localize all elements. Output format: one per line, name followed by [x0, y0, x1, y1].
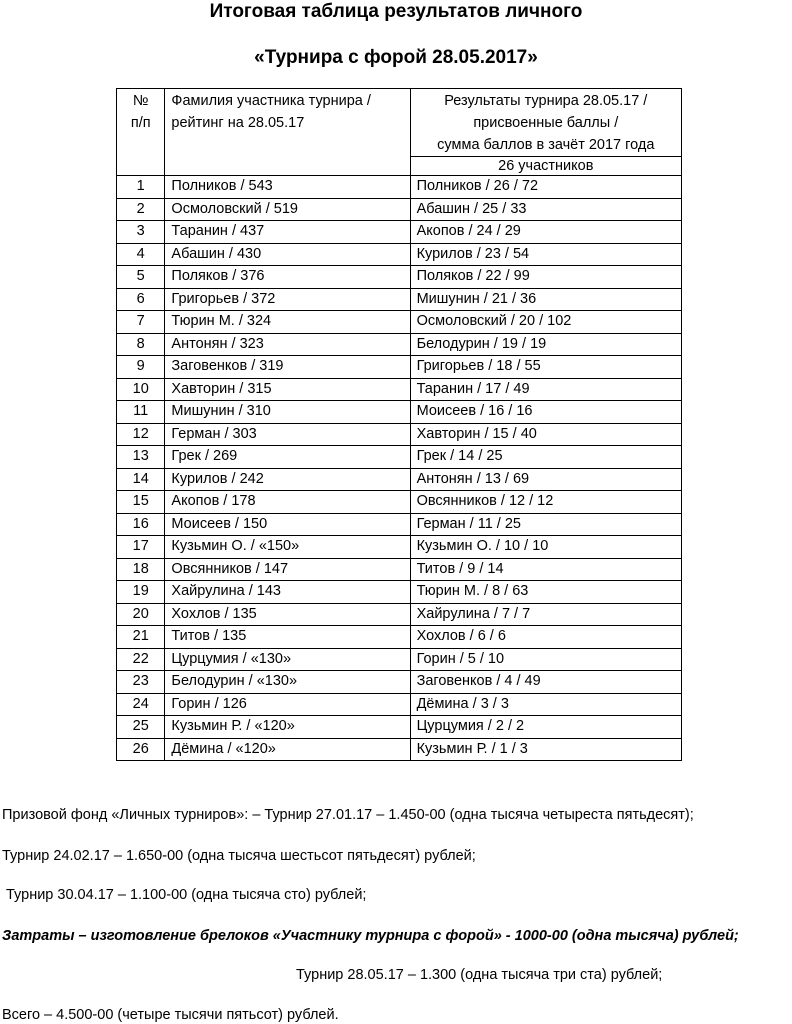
- tournament-0430-note: Турнир 30.04.17 – 1.100-00 (одна тысяча сто) рублей;: [6, 887, 367, 903]
- participant-rating: Абашин / 430: [165, 243, 410, 266]
- row-number: 23: [117, 671, 165, 694]
- tournament-result: Полников / 26 / 72: [410, 176, 681, 199]
- participant-rating: Герман / 303: [165, 423, 410, 446]
- row-number: 15: [117, 491, 165, 514]
- participant-rating: Курилов / 242: [165, 468, 410, 491]
- tournament-result: Дёмина / 3 / 3: [410, 693, 681, 716]
- table-row: [117, 738, 682, 761]
- participant-rating: Антонян / 323: [165, 333, 410, 356]
- header-name: [165, 89, 410, 176]
- row-number: 14: [117, 468, 165, 491]
- participant-rating: Хайрулина / 143: [165, 581, 410, 604]
- row-number: 19: [117, 581, 165, 604]
- row-number: 5: [117, 266, 165, 289]
- row-number: 18: [117, 558, 165, 581]
- row-number: 9: [117, 356, 165, 379]
- row-number: 7: [117, 311, 165, 334]
- participant-rating: Хохлов / 135: [165, 603, 410, 626]
- tournament-result: Моисеев / 16 / 16: [410, 401, 681, 424]
- table-row: [117, 198, 682, 221]
- table-row: [117, 221, 682, 244]
- row-number: 12: [117, 423, 165, 446]
- table-row: [117, 513, 682, 536]
- participant-rating: Полников / 543: [165, 176, 410, 199]
- tournament-result: Овсянников / 12 / 12: [410, 491, 681, 514]
- tournament-0224-note: Турнир 24.02.17 – 1.650-00 (одна тысяча шестьсот пятьдесят) рублей;: [2, 848, 476, 864]
- tournament-result: Таранин / 17 / 49: [410, 378, 681, 401]
- table-row: [117, 671, 682, 694]
- table-row: [117, 648, 682, 671]
- participant-rating: Овсянников / 147: [165, 558, 410, 581]
- tournament-result: Заговенков / 4 / 49: [410, 671, 681, 694]
- total-note: Всего – 4.500-00 (четыре тысячи пятьсот) рублей.: [2, 1007, 339, 1023]
- table-row: [117, 243, 682, 266]
- row-number: 13: [117, 446, 165, 469]
- table-row: [117, 176, 682, 199]
- row-number: 3: [117, 221, 165, 244]
- table-row: [117, 558, 682, 581]
- participant-rating: Горин / 126: [165, 693, 410, 716]
- row-number: 16: [117, 513, 165, 536]
- table-row: [117, 603, 682, 626]
- expenses-note: Затраты – изготовление брелоков «Участнику турнира с форой» - 1000-00 (одна тысяча) рублей;: [2, 928, 739, 944]
- results-table: [116, 88, 682, 761]
- participant-rating: Цурцумия / «130»: [165, 648, 410, 671]
- table-row: [117, 311, 682, 334]
- participant-rating: Мишунин / 310: [165, 401, 410, 424]
- table-row: [117, 536, 682, 559]
- table-row: [117, 716, 682, 739]
- table-row: [117, 491, 682, 514]
- table-row: [117, 581, 682, 604]
- tournament-result: Хавторин / 15 / 40: [410, 423, 681, 446]
- row-number: 2: [117, 198, 165, 221]
- tournament-result: Антонян / 13 / 69: [410, 468, 681, 491]
- tournament-result: Кузьмин Р. / 1 / 3: [410, 738, 681, 761]
- participant-rating: Дёмина / «120»: [165, 738, 410, 761]
- participant-rating: Титов / 135: [165, 626, 410, 649]
- tournament-result: Акопов / 24 / 29: [410, 221, 681, 244]
- header-results-line: Результаты турнира 28.05.17 /: [444, 93, 648, 109]
- table-row: [117, 266, 682, 289]
- document-title-line-1: Итоговая таблица результатов личного: [209, 1, 583, 22]
- participant-rating: Кузьмин О. / «150»: [165, 536, 410, 559]
- tournament-result: Цурцумия / 2 / 2: [410, 716, 681, 739]
- row-number: 4: [117, 243, 165, 266]
- participant-rating: Григорьев / 372: [165, 288, 410, 311]
- row-number: 25: [117, 716, 165, 739]
- tournament-result: Титов / 9 / 14: [410, 558, 681, 581]
- participant-rating: Хавторин / 315: [165, 378, 410, 401]
- tournament-result: Хохлов / 6 / 6: [410, 626, 681, 649]
- tournament-result: Курилов / 23 / 54: [410, 243, 681, 266]
- tournament-result: Осмоловский / 20 / 102: [410, 311, 681, 334]
- header-participants: 26 участников: [410, 157, 681, 176]
- participant-rating: Заговенков / 319: [165, 356, 410, 379]
- participant-rating: Таранин / 437: [165, 221, 410, 244]
- row-number: 8: [117, 333, 165, 356]
- table-row: [117, 446, 682, 469]
- table-header-row: [117, 89, 682, 157]
- row-number: 26: [117, 738, 165, 761]
- table-row: [117, 401, 682, 424]
- tournament-result: Белодурин / 19 / 19: [410, 333, 681, 356]
- participant-rating: Акопов / 178: [165, 491, 410, 514]
- tournament-result: Тюрин М. / 8 / 63: [410, 581, 681, 604]
- row-number: 20: [117, 603, 165, 626]
- header-results-line: присвоенные баллы /: [473, 115, 619, 131]
- tournament-result: Абашин / 25 / 33: [410, 198, 681, 221]
- row-number: 22: [117, 648, 165, 671]
- tournament-result: Хайрулина / 7 / 7: [410, 603, 681, 626]
- tournament-result: Кузьмин О. / 10 / 10: [410, 536, 681, 559]
- row-number: 6: [117, 288, 165, 311]
- tournament-0528-note: Турнир 28.05.17 – 1.300 (одна тысяча три ста) рублей;: [296, 967, 663, 983]
- table-row: [117, 333, 682, 356]
- document-title-line-2: «Турнира с форой 28.05.2017»: [254, 47, 538, 68]
- participant-rating: Моисеев / 150: [165, 513, 410, 536]
- header-results: [410, 89, 681, 157]
- row-number: 17: [117, 536, 165, 559]
- table-row: [117, 288, 682, 311]
- table-row: [117, 468, 682, 491]
- tournament-result: Григорьев / 18 / 55: [410, 356, 681, 379]
- prize-fund-note: Призовой фонд «Личных турниров»: – Турнир 27.01.17 – 1.450-00 (одна тысяча четыреста пятьдесят);: [2, 807, 694, 823]
- table-row: [117, 423, 682, 446]
- row-number: 10: [117, 378, 165, 401]
- participant-rating: Грек / 269: [165, 446, 410, 469]
- tournament-result: Поляков / 22 / 99: [410, 266, 681, 289]
- row-number: 24: [117, 693, 165, 716]
- table-row: [117, 693, 682, 716]
- table-row: [117, 378, 682, 401]
- tournament-result: Герман / 11 / 25: [410, 513, 681, 536]
- header-num-line: п/п: [130, 115, 151, 131]
- participant-rating: Кузьмин Р. / «120»: [165, 716, 410, 739]
- row-number: 11: [117, 401, 165, 424]
- tournament-result: Мишунин / 21 / 36: [410, 288, 681, 311]
- participant-rating: Белодурин / «130»: [165, 671, 410, 694]
- participant-rating: Поляков / 376: [165, 266, 410, 289]
- row-number: 21: [117, 626, 165, 649]
- header-num: [117, 89, 165, 176]
- participant-rating: Осмоловский / 519: [165, 198, 410, 221]
- row-number: 1: [117, 176, 165, 199]
- header-name-line: Фамилия участника турнира /: [171, 93, 371, 109]
- tournament-result: Горин / 5 / 10: [410, 648, 681, 671]
- table-row: [117, 356, 682, 379]
- header-num-line: №: [132, 93, 149, 109]
- table-row: [117, 626, 682, 649]
- tournament-result: Грек / 14 / 25: [410, 446, 681, 469]
- participant-rating: Тюрин М. / 324: [165, 311, 410, 334]
- header-results-line: сумма баллов в зачёт 2017 года: [437, 137, 655, 153]
- header-name-line: рейтинг на 28.05.17: [171, 115, 305, 131]
